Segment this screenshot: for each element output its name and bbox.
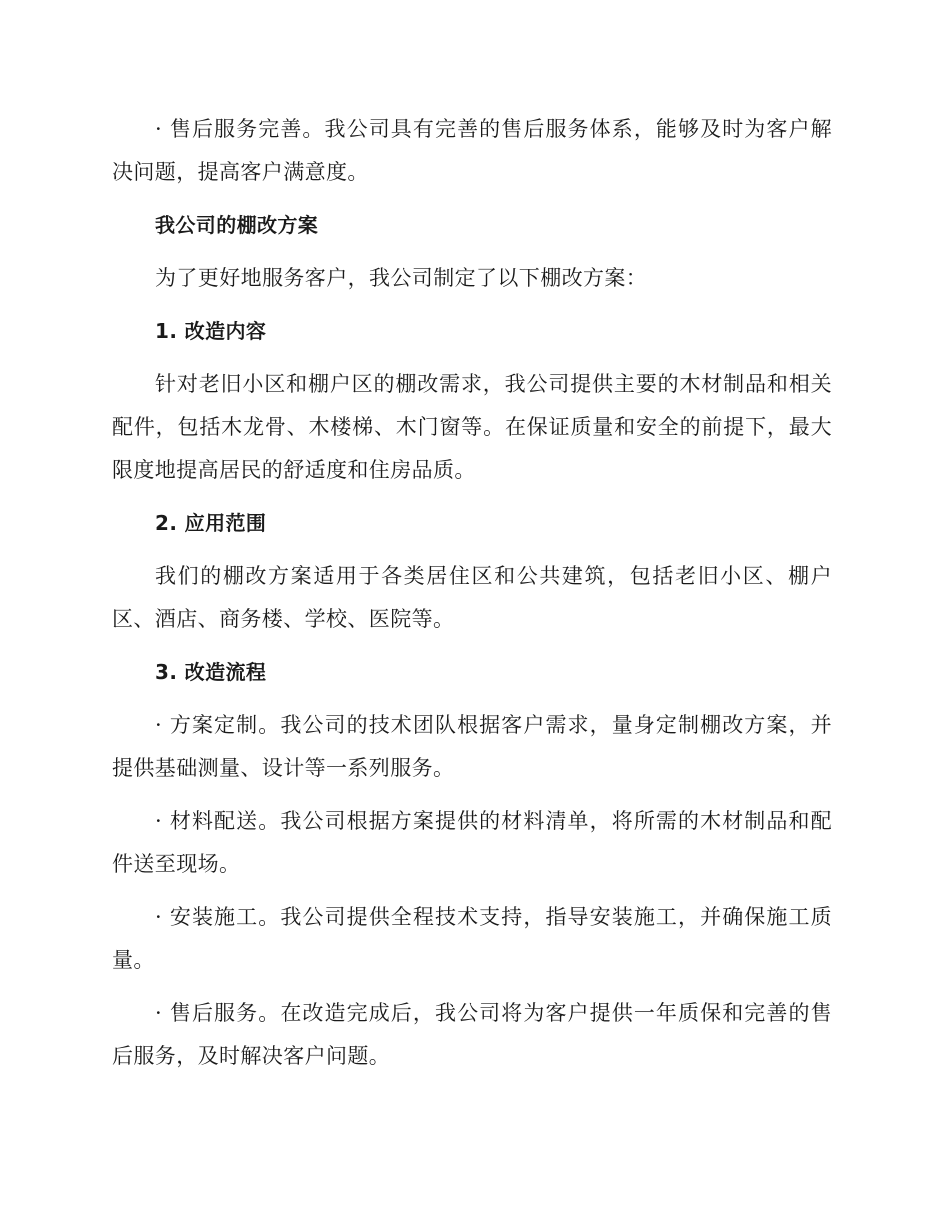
paragraph-plan-intro: 为了更好地服务客户，我公司制定了以下棚改方案： xyxy=(155,266,648,290)
heading-renovation-process: 3. 改造流程 xyxy=(155,660,267,684)
paragraph-after-sales-service: · 售后服务。在改造完成后，我公司将为客户提供一年质保和完善的售后服务，及时解决客户问题。 xyxy=(112,1001,832,1068)
heading-renovation-content: 1. 改造内容 xyxy=(155,319,267,343)
paragraph-renovation-content: 针对老旧小区和棚户区的棚改需求，我公司提供主要的木材制品和相关配件，包括木龙骨、木楼梯、木门窗等。在保证质量和安全的前提下，最大限度地提高居民的舒适度和住房品质。 xyxy=(112,372,832,482)
paragraph-installation: · 安装施工。我公司提供全程技术支持，指导安装施工，并确保施工质量。 xyxy=(112,905,832,972)
paragraph-plan-customization: · 方案定制。我公司的技术团队根据客户需求，量身定制棚改方案，并提供基础测量、设计等一系列服务。 xyxy=(112,713,832,780)
document-page xyxy=(112,108,832,1088)
paragraph-material-delivery: · 材料配送。我公司根据方案提供的材料清单，将所需的木材制品和配件送至现场。 xyxy=(112,809,832,876)
heading-renovation-plan: 我公司的棚改方案 xyxy=(155,213,319,237)
paragraph-application-scope: 我们的棚改方案适用于各类居住区和公共建筑，包括老旧小区、棚户区、酒店、商务楼、学校、医院等。 xyxy=(112,564,832,631)
paragraph-after-sales: · 售后服务完善。我公司具有完善的售后服务体系，能够及时为客户解决问题，提高客户满意度。 xyxy=(112,117,832,184)
heading-application-scope: 2. 应用范围 xyxy=(155,511,267,535)
